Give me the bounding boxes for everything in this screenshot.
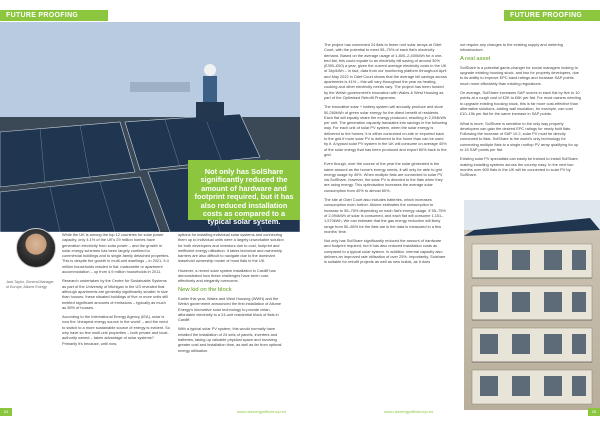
paragraph: On average, SolShare increases SAP scores in each flat by five to 10 points at a rough cost of £2K to £6K per flat. For most owners needing to upgrade existing housing stock, this is far more cost-effective than alternative solutions, adding wall insulation, for example, can cost £10–15k per flat for the same increase in SAP points.: [460, 90, 581, 117]
paragraph: According to the International Energy Agency (IEA), solar is now the 'cheapest energy source in the world' – and the need to switch to a more sustainable source of energy is evident. So why have so few multi-unit properties – both private and local-authority owned – taken advantage of solar systems? Primarily it's because, until now,: [62, 314, 170, 346]
paragraph: With a typical solar PV system, this would normally have entailed the installation of 24 sets of panels, inverters and batteries, taking up valuable physical space and involving greater cost and installation time, as well as far from optimal energy utilisation.: [178, 326, 282, 353]
paragraph: The site at Odet Court also includes batteries, which increases consumption even further. Allume estimates the consumption to increase to 55–75% depending on each flat's energy usage. If 55–75% of 2,094kWh of solar is consumed, and each flat will consume 1,151–1,570kWh. We can estimate that the gas energy reduction will likely range from 50–85% for the flats are is the data is measured in a few months' time.: [324, 197, 446, 234]
subheading: New kid on the block: [178, 286, 232, 293]
building-illustration: [464, 200, 600, 410]
paragraph: Not only has SolShare significantly reduced the amount of hardware and footprint required, but it has also reduced installation costs as compared to a typical solar system. In addition, internal capacity also delivers an improved rate utilisation of over 25%. Importantly, Solshare is suitable for retrofit projects as well as new builds, as it does: [324, 238, 446, 265]
paragraph: Research undertaken by the Centre for Sustainable Systems as part of the University of Michigan in the US revealed that although apartments are generally significantly smaller in size than houses, these situated buildings of five or more units still emitted significant amounts of emissions – typically as much as 55% of houses.: [62, 278, 168, 310]
paragraph: not require any changes to the existing supply and metering infrastructure.: [460, 42, 563, 53]
paragraph: options for installing individual solar systems and connecting them up to individual units were a largely unworkable solution for both developers and investors due to cost, footprint and inefficient energy utilisation. It takes technical and ownership barriers are also difficult to navigate due to the dominant leasehold ownership model of most flats in the UK.: [178, 232, 284, 264]
right-column-1: [324, 42, 448, 269]
page-number: 25: [588, 408, 600, 416]
left-column-1: [62, 232, 170, 350]
paragraph: What is more, SolShare is sensitive to the only way property developers can gain the desired EPC ratings for newly built flats. Following the increase of SAP 10.2, solar PV must be directly connected to flats. SolShare is the world's only technology for connecting multiple flats to a single rooftop PV array qualifying for up to 15 SAP points per flat.: [460, 120, 579, 153]
left-column-2: [178, 232, 286, 357]
paragraph: The project has connected 24 flats to fewer roof solar arrays at Odet Court, with the potential to meet 55–75% of each flat's electricity demand. Based on the average usage of 1,800–2,400kWh for a one-bed flat, this could equate to an electricity bill saving of around 30% (£390–£50) a year, given the current average electricity costs in the UK of 34p/kWh – in fact, data from our monitoring platform throughout April and May 2022 in Odet Court shows that the average bill savings across apartments is 41% – this will vary throughout the year as heating, cooking and other electricity needs vary. The project has been funded by the Welsh government's innovation with Wales & West Housing as part of the Optimised Retrofit Programme.: [324, 42, 447, 100]
apartment-building-photo: [464, 200, 600, 410]
paragraph: The innovative solar + battery system will annually produce and store 50,260kWh of green solar energy for the direct benefit of residents. Each flat will equally share the energy produced, resulting in 2,094kWh per unit. The generation capacity translates into savings in the following way. For each unit of solar PV system, when the solar energy is delivered to the homes, it is either consumed on-site or exported back to the grid if more solar PV is delivered to the home than can be used by it. A typical solar PV system in the UK will consume on average 40% of the solar energy that has been produced and export 60% back to the grid.: [324, 104, 447, 157]
paragraph: However, a recent solar system installation in Cardiff has demonstrated how these challenges have been cost-effectively and elegantly overcome.: [178, 267, 276, 284]
subheading: A real asset: [460, 55, 491, 62]
author-caption: Jack Taylor, General Manager of Europe, Allume Energy: [6, 280, 54, 289]
section-header: FUTURE PROOFING: [0, 10, 108, 21]
paragraph: While the UK is among the top 12 countries for solar power capacity, only 4.1% of the UK's 29 million homes have generation electricity from solar power – and the growth in solar energy schemes has been largely confined to commercial buildings and to single-family detached properties. This is despite the growth in multi-unit dwellings – in 2021, 5.4 million households resided in flat, maisonette or apartment accommodation – up from 4.9 million households in 2011.: [62, 232, 170, 275]
right-page: [300, 0, 600, 424]
paragraph: Earlier this year, Wales and West Housing (WWH) and the Welsh government announced the first installation of Allume Energy's innovative solar technology to provide clean, affordable electricity to a 24-unit residential block of flats in Cardiff.: [178, 295, 282, 323]
right-column-2: [460, 42, 582, 182]
author-avatar: [16, 228, 56, 268]
footer-url[interactable]: www.ukenergyefficiency.net: [237, 409, 286, 414]
paragraph: Even though, over the course of the year the solar generated is the same amount as the home's energy needs, it will only be able to grid energy usage by 40%. When multiple flats are connected to solar PV via SolShare, however, the solar PV is directed to the flats when they are using energy. This optimisation increases the average solar consumption from 40% to almost 60%.: [324, 161, 443, 193]
page-number: 24: [0, 408, 12, 416]
section-header: FUTURE PROOFING: [504, 10, 600, 21]
pull-quote: Not only has SolShare significantly reduced the amount of hardware and footprint required, but it has also reduced installation costs as compared to a typical solar system.: [188, 160, 300, 220]
paragraph: Existing solar PV specialists can easily be trained to install SolShare, making installing systems across the country easy. In the next two months over 600 flats in the UK will be connected to solar PV by SolShare.: [460, 156, 579, 178]
paragraph: SolShare is a potential game-changer for social managers looking to upgrade existing housing stock, and two for property developers, due to its ability to improve EPC band ratings and increase SAP points much more affordably than existing regulations.: [460, 64, 579, 86]
footer-url[interactable]: www.ukenergyefficiency.net: [384, 409, 433, 414]
